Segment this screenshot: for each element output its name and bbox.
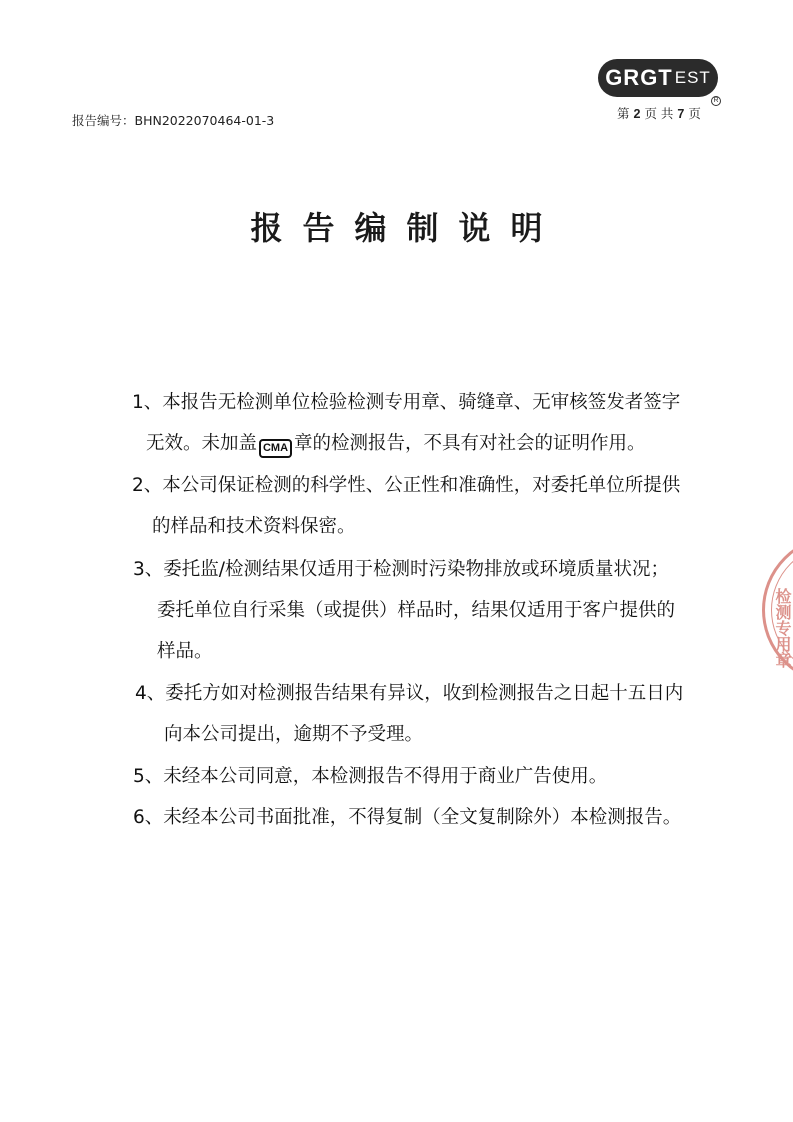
grgtest-logo — [598, 59, 718, 97]
logo-sub-text: EST — [674, 68, 711, 87]
page-suffix: 页 — [688, 106, 701, 121]
item-1-line-2 — [146, 429, 646, 458]
current-page: 2 — [633, 107, 641, 121]
page-prefix: 第 — [617, 106, 630, 121]
red-seal-stamp — [762, 535, 793, 685]
item-3-line-3: 样品。 — [157, 641, 213, 662]
report-number: 报告编号：BHN2022070464-01-3 — [72, 113, 275, 128]
item-1-line-1: 1、本报告无检测单位检验检测专用章、骑缝章、无审核签发者签字 — [132, 392, 681, 413]
seal-text: 检测专用章 — [773, 588, 792, 668]
page-indicator — [617, 104, 701, 122]
item-4-line-1: 4、委托方如对检测报告结果有异议，收到检测报告之日起十五日内 — [135, 683, 684, 704]
item-5-line-1: 5、未经本公司同意，本检测报告不得用于商业广告使用。 — [133, 766, 608, 787]
item-3-line-1: 3、委托监/检测结果仅适用于检测时污染物排放或环境质量状况； — [133, 559, 670, 580]
registered-trademark-icon: R — [711, 96, 721, 106]
page-mid: 页 共 — [644, 106, 674, 121]
item-1-line-2-b: 章的检测报告，不具有对社会的证明作用。 — [294, 433, 646, 454]
item-6-line-1: 6、未经本公司书面批准，不得复制（全文复制除外）本检测报告。 — [133, 807, 682, 828]
item-4-line-2: 向本公司提出，逾期不予受理。 — [164, 724, 424, 745]
item-3-line-2: 委托单位自行采集（或提供）样品时，结果仅适用于客户提供的 — [157, 600, 676, 621]
item-1-line-2-a: 无效。未加盖 — [146, 433, 258, 454]
total-pages: 7 — [677, 107, 685, 121]
logo-main-text: GRGT — [605, 65, 673, 90]
item-2-line-2: 的样品和技术资料保密。 — [152, 516, 356, 537]
cma-mark-icon: CMA — [259, 439, 292, 458]
page-title: 报告编制说明 — [250, 209, 563, 247]
item-2-line-1: 2、本公司保证检测的科学性、公正性和准确性，对委托单位所提供 — [132, 475, 681, 496]
